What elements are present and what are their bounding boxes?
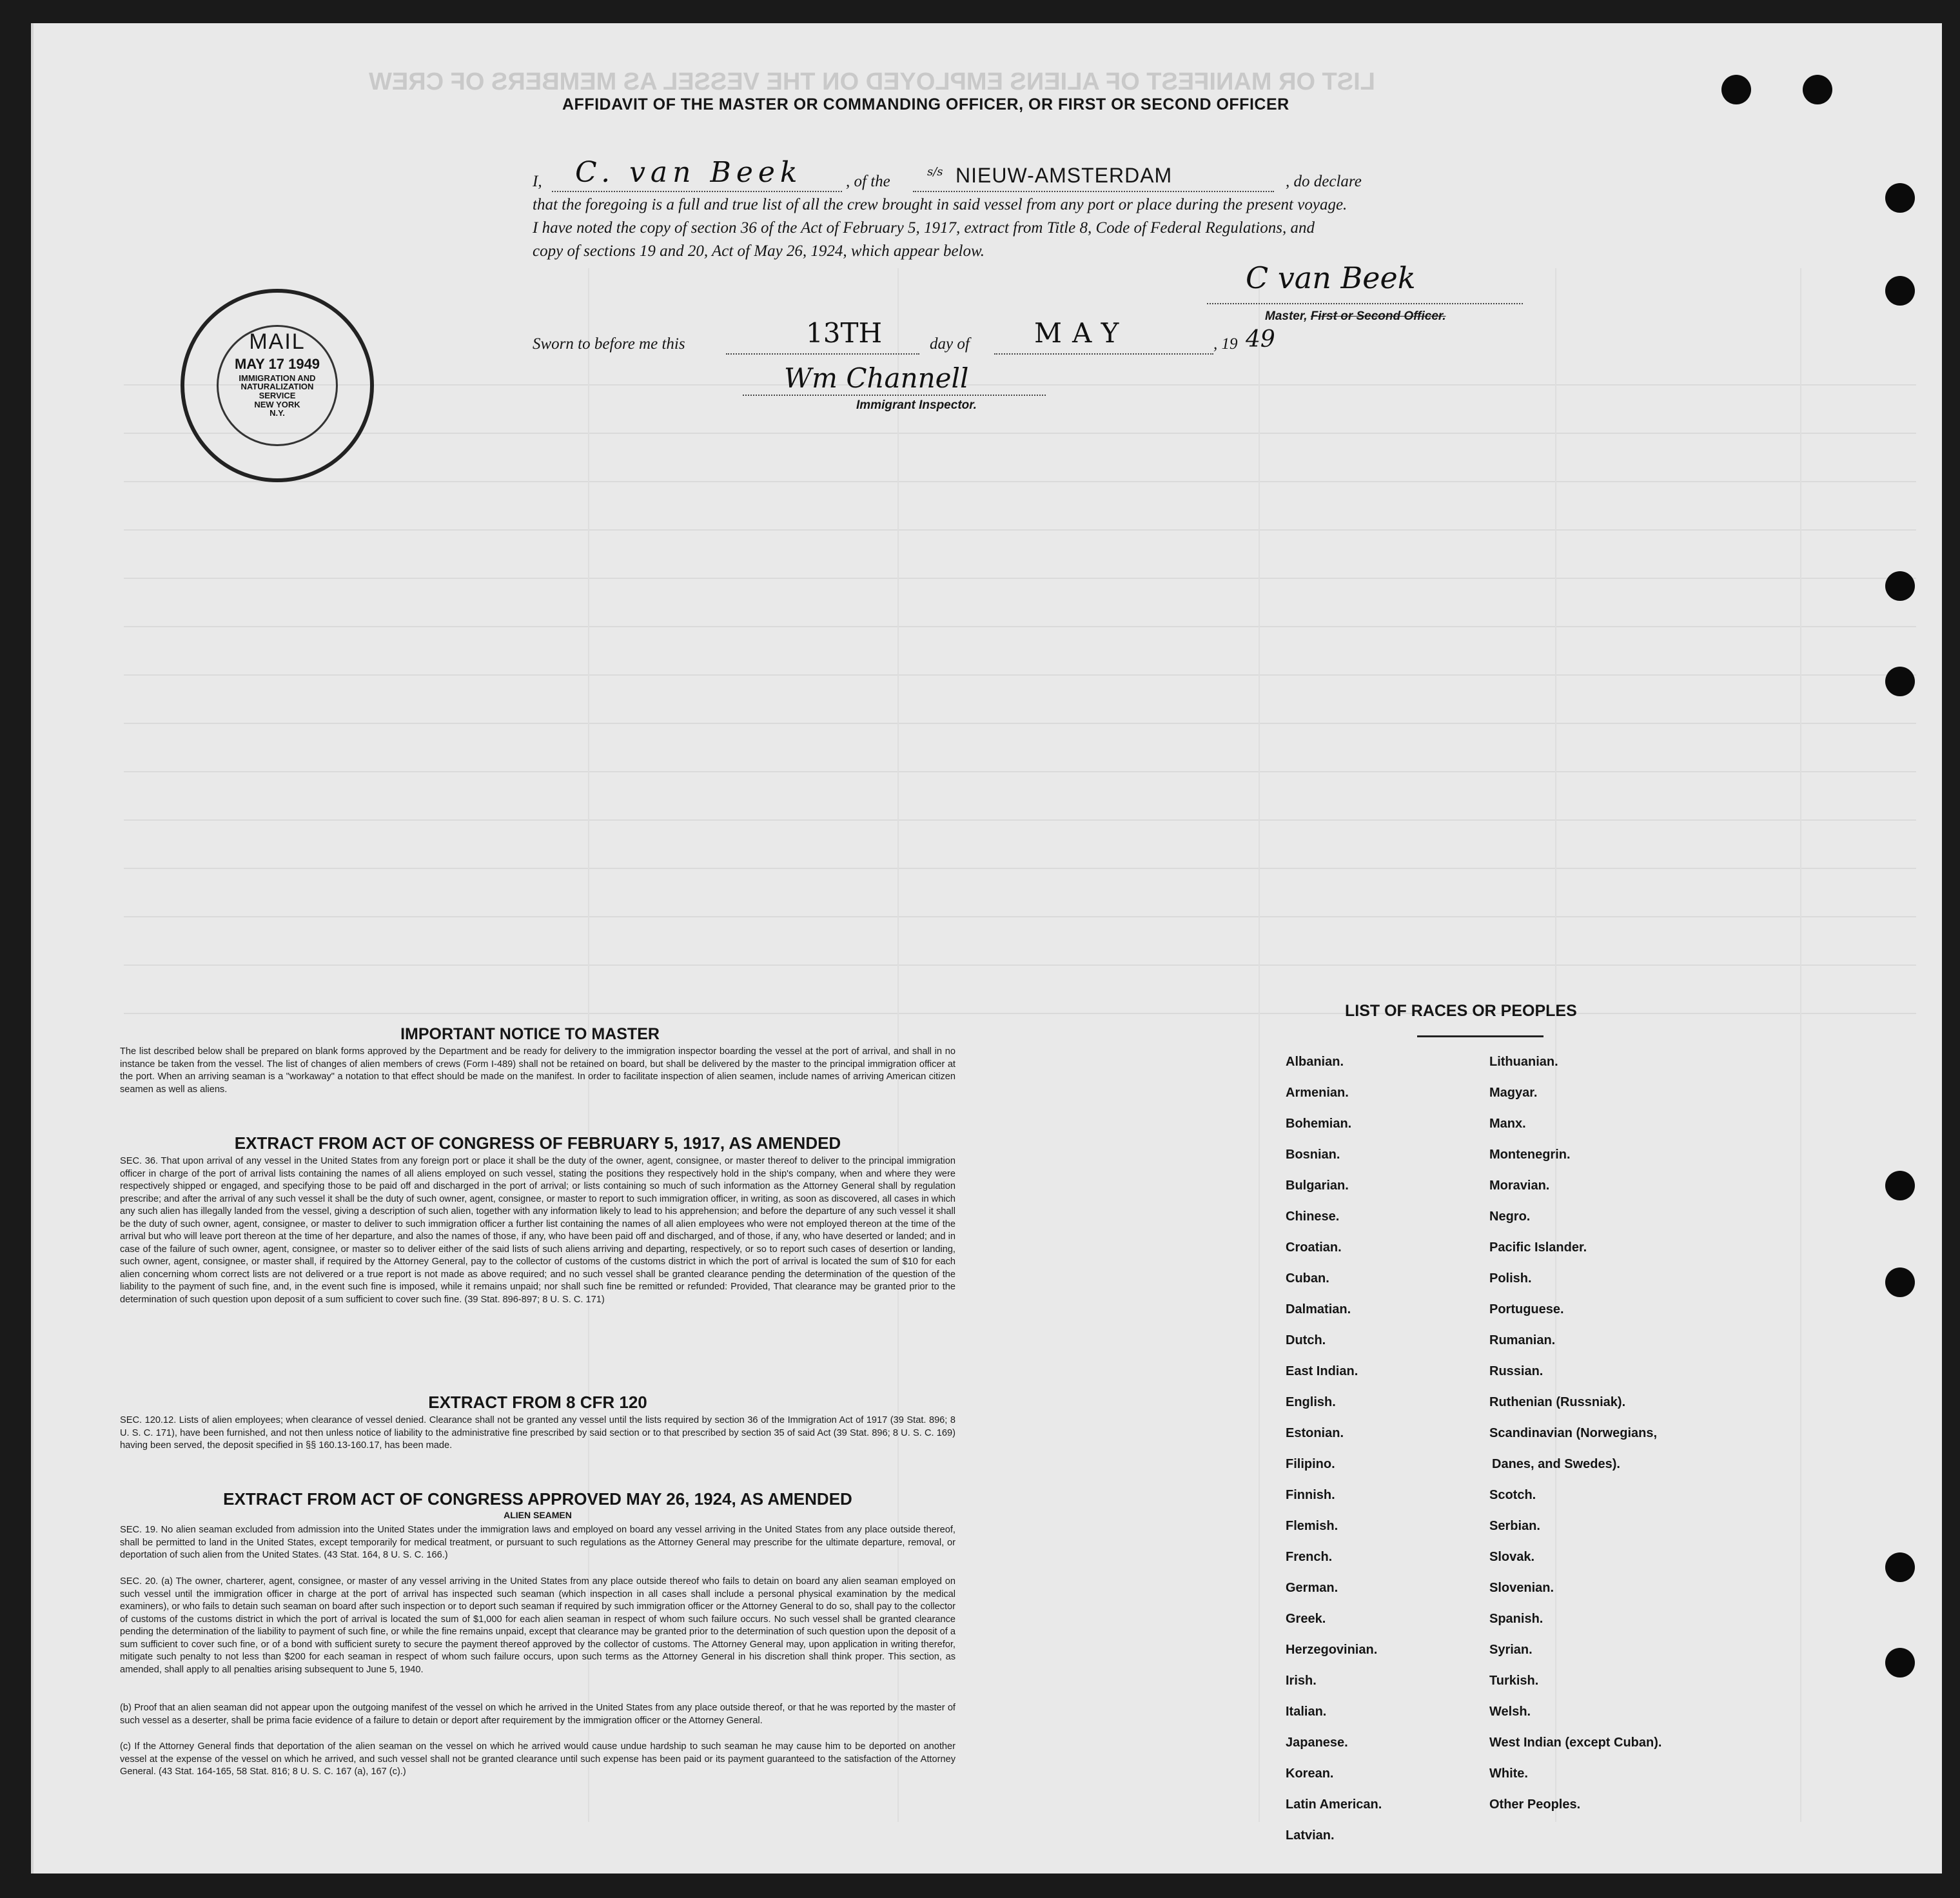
bleed-through-heading: LIST OR MANIFEST OF ALIENS EMPLOYED ON THE VESSEL AS MEMBERS OF CREW <box>369 68 1375 95</box>
race-item: Slovak. <box>1489 1550 1535 1564</box>
master-name-field <box>552 156 842 192</box>
race-item: Negro. <box>1489 1209 1531 1224</box>
race-item: Turkish. <box>1489 1674 1539 1688</box>
race-item: Welsh. <box>1489 1705 1531 1719</box>
affidavit-line-4: copy of sections 19 and 20, Act of May 26, 1924, which appear below. <box>533 242 985 260</box>
stamp-line-1: IMMIGRATION AND <box>239 373 316 383</box>
race-item: Pacific Islander. <box>1489 1240 1587 1255</box>
caption-struck-officer: First or Second Officer. <box>1310 309 1446 323</box>
stamp-date: MAY 17 1949 <box>234 355 320 372</box>
important-notice-body: The list described below shall be prepared on blank forms approved by the Department and be ready for delivery to the immigration inspector boarding the vessel at the port of arrival, and shall in no instance be taken from the vessel. The list of changes of alien members of crews (Form I-489) shall not be retained on board, but shall be delivered by the master to the principal immigration officer at the port. When an arriving seaman is a "workaway" a notation to that effect should be made on the manifest. In order to facilitate inspection of alien seamen, include names of arriving American citizen seamen as well as aliens. <box>120 1046 956 1095</box>
extract-1917-heading: EXTRACT FROM ACT OF CONGRESS OF FEBRUARY 5, 1917, AS AMENDED <box>234 1133 841 1153</box>
year-prefix: , 19 <box>1213 335 1238 353</box>
race-item: West Indian (except Cuban). <box>1489 1736 1662 1750</box>
vessel-field <box>913 164 1274 192</box>
race-item: Other Peoples. <box>1489 1797 1581 1812</box>
race-item: Irish. <box>1286 1674 1317 1688</box>
race-item: White. <box>1489 1766 1528 1781</box>
sworn-line <box>533 317 1371 361</box>
affidavit-line-3: I have noted the copy of section 36 of the Act of February 5, 1917, extract from Title 8, Code of Federal Regulations, and <box>533 219 1315 237</box>
inspector-signature-field <box>743 362 1046 396</box>
of-the-label: , of the <box>846 173 890 190</box>
master-name-handwritten: C. van Beek <box>575 156 803 189</box>
signature-caption <box>1265 309 1446 324</box>
race-item: Armenian. <box>1286 1086 1349 1100</box>
race-item: Portuguese. <box>1489 1302 1564 1316</box>
caption-master: Master, <box>1265 309 1308 323</box>
race-item: Polish. <box>1489 1271 1532 1286</box>
sworn-label: Sworn to before me this <box>533 335 685 353</box>
race-item: Filipino. <box>1286 1457 1335 1471</box>
race-item: Greek. <box>1286 1612 1326 1626</box>
race-item: Syrian. <box>1489 1643 1533 1657</box>
race-item: Chinese. <box>1286 1209 1340 1224</box>
race-item: Scotch. <box>1489 1488 1536 1502</box>
affidavit-title: AFFIDAVIT OF THE MASTER OR COMMANDING OFFICER, OR FIRST OR SECOND OFFICER <box>562 95 1289 113</box>
master-signature: C van Beek <box>1246 260 1416 295</box>
race-item: Bosnian. <box>1286 1148 1340 1162</box>
punch-hole <box>1885 571 1915 601</box>
declare-label: , do declare <box>1286 173 1362 190</box>
race-item: Moravian. <box>1489 1179 1550 1193</box>
extract-1924-sec20a: SEC. 20. (a) The owner, charterer, agent, consignee, or master of any vessel arriving in the United States from any place outside thereof who fails to detain on board any alien seaman employed on such vessel until the immigration officer in charge at the port of arrival has inspected such seaman (which inspection in all cases shall include a personal physical examination by the medical examiners), or who fails to detain such seaman on board after such inspection or to deport such seaman if required by such immigration officer or the Attorney General to do so, shall pay to the collector of customs of the customs district in which the port of arrival is located the sum of $1,000 for each alien seaman in respect of whom such failure occurs. No such vessel shall be granted clearance pending the determination of the liability to payment of such fine, or while the fine remains unpaid, except that clearance may be granted prior to the determination of such question upon the deposit of a sum sufficient to cover such fine, or of a bond with sufficient surety to secure the payment thereof approved by the collector of customs. The Attorney General may, upon application in writing therefor, mitigate such penalty to not less than $200 for each seaman in respect of whom such failure occurs, upon such terms as the Attorney General in his discretion shall think proper. This section, as amended, shall apply to all penalties arising subsequent to June 5, 1940. <box>120 1576 956 1675</box>
race-item: Slovenian. <box>1489 1581 1554 1595</box>
extract-cfr-body: SEC. 120.12. Lists of alien employees; when clearance of vessel denied. Clearance shall not be granted any vessel until the lists required by section 36 of the Immigration Act of 1917 (39 Stat. 896; 8 U. S. C. 171), have been furnished, and not then unless notice of liability to the administrative fine prescribed by said section or to that prescribed by section 35 of said Act (39 Stat. 896; 8 U. S. C. 169) having been served, the deposit specified in §§ 160.13-160.17, has been made. <box>120 1415 956 1451</box>
races-right-column <box>1489 1055 1850 1861</box>
sworn-month: MAY <box>1034 317 1130 349</box>
master-signature-field <box>1207 260 1523 304</box>
punch-hole <box>1885 276 1915 306</box>
race-item: Magyar. <box>1489 1086 1538 1100</box>
punch-hole <box>1885 1171 1915 1200</box>
race-item: French. <box>1286 1550 1333 1564</box>
race-item: Ruthenian (Russniak). <box>1489 1395 1626 1409</box>
race-item: Italian. <box>1286 1705 1327 1719</box>
inspector-caption: Immigrant Inspector. <box>856 398 977 412</box>
punch-hole <box>1885 1267 1915 1297</box>
race-item: Dalmatian. <box>1286 1302 1351 1316</box>
race-item: Latvian. <box>1286 1828 1335 1843</box>
race-item: Japanese. <box>1286 1736 1348 1750</box>
race-item: Spanish. <box>1489 1612 1544 1626</box>
race-item: Serbian. <box>1489 1519 1540 1533</box>
race-item: Herzegovinian. <box>1286 1643 1378 1657</box>
extract-1924-sec19: SEC. 19. No alien seaman excluded from admission into the United States under the immigration laws and employed on board any vessel arriving in the United States from any place outside thereof, shall be permitted to land in the United States, except temporarily for medical treatment, or pursuant to such regulations as the Attorney General may prescribe for the ultimate departure, removal, or deportation of such alien from the United States. (43 Stat. 164, 8 U. S. C. 166.) <box>120 1525 956 1560</box>
stamp-mail: MAIL <box>249 329 306 354</box>
punch-hole <box>1885 183 1915 213</box>
stamp-line-2: NATURALIZATION <box>240 382 314 392</box>
punch-hole <box>1885 667 1915 696</box>
alien-seamen-subheading: ALIEN SEAMEN <box>504 1510 572 1520</box>
race-item: Rumanian. <box>1489 1333 1556 1347</box>
race-item: Korean. <box>1286 1766 1334 1781</box>
extract-1924-sec20b: (b) Proof that an alien seaman did not appear upon the outgoing manifest of the vessel on which he arrived in the United States from any place outside thereof, or that he was reported by the master of such vessel as a deserter, shall be prima facie evidence of a failure to detain or deport after requirement by the immigration officer or the Attorney General. <box>120 1703 956 1726</box>
mail-received-stamp <box>181 289 374 482</box>
race-item: Flemish. <box>1286 1519 1338 1533</box>
race-item: Bohemian. <box>1286 1117 1352 1131</box>
race-item: German. <box>1286 1581 1338 1595</box>
extract-1917-body: SEC. 36. That upon arrival of any vessel in the United States from any foreign port or place it shall be the duty of the owner, agent, consignee, or master thereof to deliver to the principal immigration officer in charge of the port of arrival lists containing the names of all aliens employed on such vessel, stating the positions they respectively hold in the ship's company, when and where they were respectively shipped or engaged, and specifying those to be paid off and discharged in the port of arrival; or lists containing so much of such information as the Attorney General shall by regulation prescribe; and after the arrival of any such vessel it shall be the duty of such owner, agent, consignee, or master to report to such immigration officer, in writing, as soon as discovered, all cases in which any such alien has illegally landed from the vessel, giving a description of such alien, together with any information likely to lead to his apprehension; and before the departure of any such vessel it shall be the duty of such owner, agent, consignee, or master to deliver to such immigration officer a further list containing the names of all alien employees who were not employed thereon at the time of the arrival but who will leave port thereon at the time of her departure, and also the names of those, if any, who have been paid off and discharged, and of those, if any, who have deserted or landed; and in case of the failure of such owner, agent, consignee, or master so to deliver either of the said lists of such aliens arriving and departing, respectively, or so to report such cases of desertion or landing, such owner, agent, consignee, or master shall, if required by the Attorney General, pay to the collector of customs of the customs district in which the port of arrival is located the sum of $10 for each alien concerning whom correct lists are not delivered or a true report is not made as above required; and no such vessel shall be granted clearance pending the determination of the question of the liability to the payment of such fine, and, in the event such fine is imposed, while it remains unpaid; nor shall such fine be remitted or refunded: Provided, That clearance may be granted prior to the determination of such question upon deposit of a sum sufficient to cover such fine. (39 Stat. 896-897; 8 U. S. C. 171) <box>120 1156 956 1305</box>
sworn-month-field <box>994 317 1213 355</box>
stamp-line-5: N.Y. <box>270 408 285 418</box>
race-item: English. <box>1286 1395 1336 1409</box>
race-item: Manx. <box>1489 1117 1526 1131</box>
sworn-day: 13TH <box>806 317 883 349</box>
race-item: Bulgarian. <box>1286 1179 1349 1193</box>
race-item: Russian. <box>1489 1364 1544 1378</box>
stamp-line-4: NEW YORK <box>254 399 300 409</box>
vessel-prefix: s/s <box>927 165 943 179</box>
race-item: Scandinavian (Norwegians, <box>1489 1426 1658 1440</box>
race-item: Latin American. <box>1286 1797 1382 1812</box>
race-item: Cuban. <box>1286 1271 1329 1286</box>
declarant-prefix: I, <box>533 173 542 190</box>
race-item: Lithuanian. <box>1489 1055 1558 1069</box>
punch-hole <box>1885 1552 1915 1582</box>
race-item: Croatian. <box>1286 1240 1342 1255</box>
affidavit-line-2: that the foregoing is a full and true list of all the crew brought in said vessel from any port or place during the present voyage. <box>533 196 1348 213</box>
race-item: Danes, and Swedes). <box>1492 1457 1620 1471</box>
race-item: Estonian. <box>1286 1426 1344 1440</box>
extract-1924-sec20c: (c) If the Attorney General finds that deportation of the alien seaman on the vessel on which he arrived would cause undue hardship to such seaman he may cause him to be deported on another vessel at the expense of the vessel on which he arrived, and such vessel shall not be granted clearance until such expense has been paid or its payment guaranteed to the satisfaction of the Attorney General. (43 Stat. 164-165, 58 Stat. 816; 8 U. S. C. 167 (a), 167 (c).) <box>120 1741 956 1777</box>
races-heading: LIST OF RACES OR PEOPLES <box>1345 1002 1577 1020</box>
race-item: Finnish. <box>1286 1488 1335 1502</box>
punch-hole <box>1721 75 1751 104</box>
punch-hole <box>1885 1648 1915 1678</box>
stamp-line-3: SERVICE <box>259 391 296 401</box>
extract-cfr-heading: EXTRACT FROM 8 CFR 120 <box>428 1393 647 1412</box>
sworn-year: 49 <box>1246 326 1275 353</box>
punch-hole <box>1803 75 1832 104</box>
document-page <box>31 23 1942 1874</box>
races-heading-rule <box>1417 1035 1544 1037</box>
inspector-signature: Wm Channell <box>784 362 969 394</box>
race-item: Dutch. <box>1286 1333 1326 1347</box>
race-item: Montenegrin. <box>1489 1148 1571 1162</box>
sworn-day-field <box>726 317 919 355</box>
race-item: Albanian. <box>1286 1055 1344 1069</box>
affidavit-line-1 <box>533 156 1527 196</box>
important-notice-heading: IMPORTANT NOTICE TO MASTER <box>400 1025 660 1043</box>
extract-1924-heading: EXTRACT FROM ACT OF CONGRESS APPROVED MAY 26, 1924, AS AMENDED <box>223 1489 852 1509</box>
day-of-label: day of <box>930 335 970 353</box>
vessel-name: NIEUW-AMSTERDAM <box>956 164 1173 187</box>
race-item: East Indian. <box>1286 1364 1358 1378</box>
